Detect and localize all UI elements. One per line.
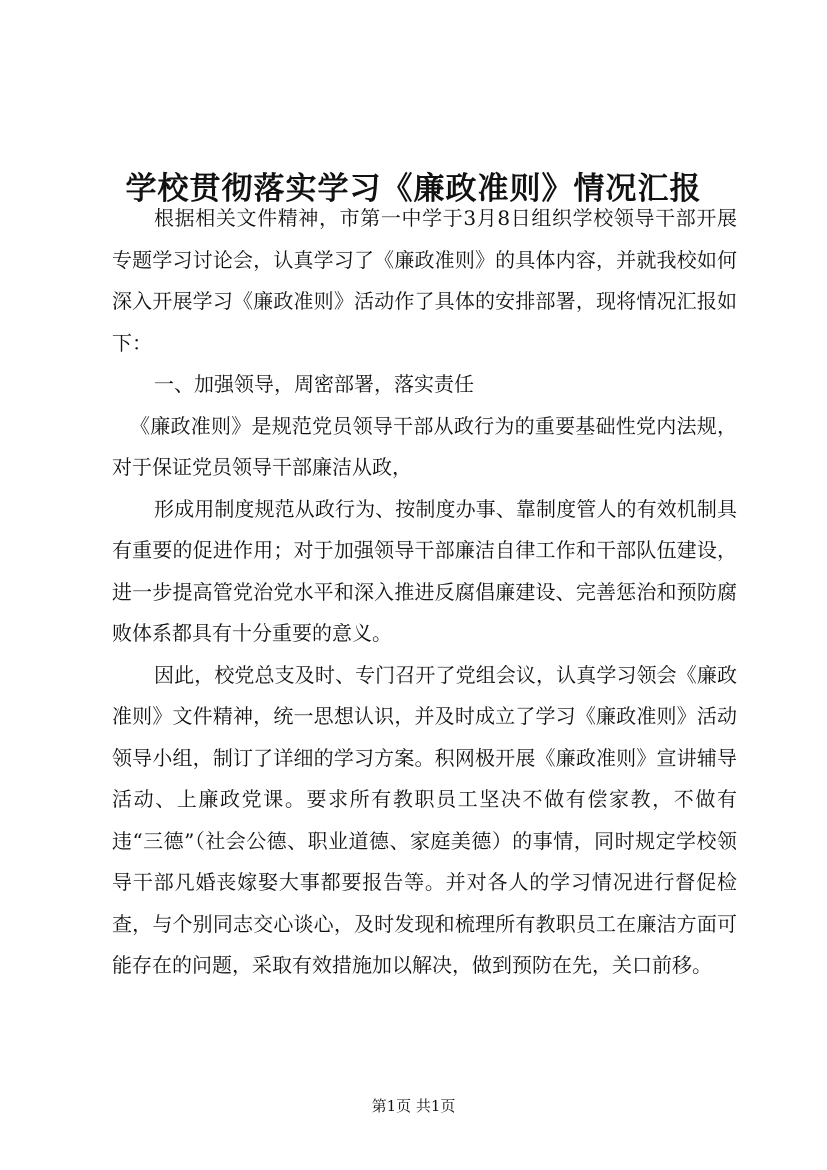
paragraph-significance: 形成用制度规范从政行为、按制度办事、靠制度管人的有效机制具有重要的促进作用；对于加强领导干部廉洁自律工作和干部队伍建设，进一步提高管党治党水平和深入推进反腐倡廉建设、完善惩治和预防腐败体系都具有十分重要的意义。 — [112, 496, 737, 645]
section-heading: 一、加强领导，周密部署，落实责任 — [154, 372, 474, 396]
paragraph-regulation: 《廉政准则》是规范党员领导干部从政行为的重要基础性党内法规，对于保证党员领导干部廉洁从政， — [112, 413, 737, 479]
document-body — [112, 198, 737, 987]
page-footer: 第1页 共1页 — [371, 1097, 456, 1115]
paragraph-actions: 因此，校党总支及时、专门召开了党组会议，认真学习领会《廉政准则》文件精神，统一思想认识，并及时成立了学习《廉政准则》活动领导小组，制订了详细的学习方案。积网极开展《廉政准则》宣讲辅导活动、上廉政党课。要求所有教职员工坚决不做有偿家教，不做有违“三德”（社会公德、职业道德、家庭美德）的事情，同时规定学校领导干部凡婚丧嫁娶大事都要报告等。并对各人的学习情况进行督促检查，与个别同志交心谈心，及时发现和梳理所有教职员工在廉洁方面可能存在的问题，采取有效措施加以解决，做到预防在先，关口前移。 — [112, 662, 737, 977]
document-title: 学校贯彻落实学习《廉政准则》情况汇报 — [125, 170, 702, 207]
paragraph-intro: 根据相关文件精神，市第一中学于3月8日组织学校领导干部开展专题学习讨论会，认真学习了《廉政准则》的具体内容，并就我校如何深入开展学习《廉政准则》活动作了具体的安排部署，现将情况汇报如下： — [112, 206, 737, 355]
